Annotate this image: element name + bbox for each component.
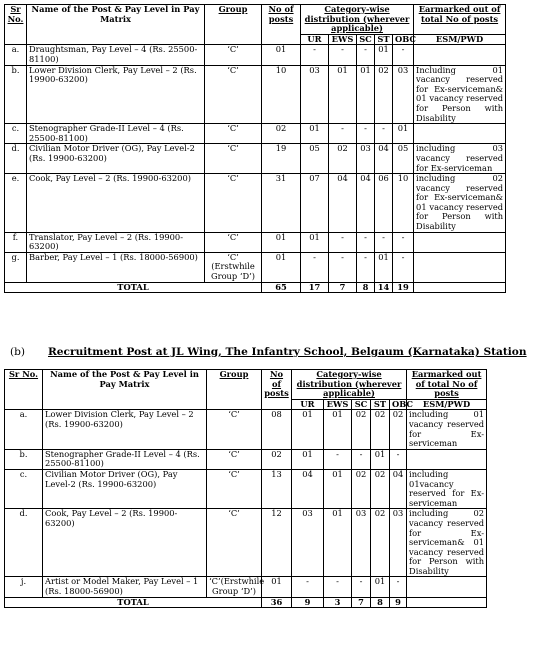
sr-cell: d. <box>5 144 27 174</box>
ews-cell: - <box>324 449 352 469</box>
group-cell: ‘C’ <box>205 124 262 144</box>
table-row <box>5 232 506 252</box>
header-esm-pwd: ESM/PWD <box>407 399 487 410</box>
group-cell: ‘C’ <box>207 469 262 508</box>
sc-cell: 02 <box>352 469 371 508</box>
table-row <box>5 144 506 174</box>
table-row <box>5 449 487 469</box>
esm-pwd-cell <box>407 449 487 469</box>
sr-cell: b. <box>5 449 43 469</box>
obc-cell: 10 <box>393 174 414 233</box>
sr-cell: e. <box>5 174 27 233</box>
sr-cell: b. <box>5 65 27 124</box>
total-posts: 36 <box>262 597 292 608</box>
esm-pwd-cell: Including 01 vacancy reserved for Ex-serviceman& 01 vacancy reserved for Person with Disability <box>414 65 506 124</box>
ews-cell: 02 <box>329 144 357 174</box>
group-cell: ‘C’ <box>205 144 262 174</box>
header-earmarked: Earmarked out of total No of posts <box>407 370 487 400</box>
group-cell: ‘C’ <box>207 410 262 449</box>
esm-pwd-cell: including 02 vacancy reserved for Ex-serviceman& 01 vacancy reserved for Person with Disability <box>414 174 506 233</box>
obc-cell: - <box>393 252 414 282</box>
header-post-name: Name of the Post & Pay Level in Pay Matrix <box>43 370 207 410</box>
sc-cell: - <box>357 232 375 252</box>
obc-cell: 03 <box>390 509 407 577</box>
sr-cell: c. <box>5 124 27 144</box>
total-ur: 9 <box>292 597 324 608</box>
total-row <box>5 282 506 293</box>
post-name-cell: Cook, Pay Level – 2 (Rs. 19900-63200) <box>43 509 207 577</box>
total-esm-pwd <box>407 597 487 608</box>
ews-cell: - <box>324 577 352 597</box>
obc-cell: - <box>393 45 414 65</box>
header-st: ST <box>371 399 390 410</box>
post-name-cell: Barber, Pay Level – 1 (Rs. 18000-56900) <box>27 252 205 282</box>
table-row <box>5 252 506 282</box>
esm-pwd-cell: including 01 vacancy reserved for Ex-serviceman <box>407 410 487 449</box>
ur-cell: 01 <box>301 124 329 144</box>
table-row <box>5 509 487 577</box>
total-ur: 17 <box>301 282 329 293</box>
st-cell: 01 <box>371 449 390 469</box>
header-group: Group <box>207 370 262 410</box>
table-row <box>5 65 506 124</box>
ews-cell: - <box>329 252 357 282</box>
ur-cell: 03 <box>292 509 324 577</box>
total-row <box>5 597 487 608</box>
st-cell: - <box>375 232 393 252</box>
group-cell: ‘C’ <box>205 232 262 252</box>
sc-cell: - <box>357 124 375 144</box>
header-no-of-posts: No of posts <box>262 370 292 410</box>
posts-cell: 31 <box>262 174 301 233</box>
esm-pwd-cell <box>414 232 506 252</box>
total-sc: 8 <box>357 282 375 293</box>
esm-pwd-cell: including 03 vacancy reserved for Ex-serviceman <box>414 144 506 174</box>
sr-cell: f. <box>5 232 27 252</box>
post-name-cell: Cook, Pay Level – 2 (Rs. 19900-63200) <box>27 174 205 233</box>
header-obc: OBC <box>390 399 407 410</box>
ur-cell: 04 <box>292 469 324 508</box>
ews-cell: - <box>329 124 357 144</box>
posts-cell: 12 <box>262 509 292 577</box>
ur-cell: 07 <box>301 174 329 233</box>
ews-cell: 01 <box>324 509 352 577</box>
total-st: 14 <box>375 282 393 293</box>
total-esm-pwd <box>414 282 506 293</box>
esm-pwd-cell <box>414 124 506 144</box>
obc-cell: - <box>390 577 407 597</box>
sr-cell: c. <box>5 469 43 508</box>
table-row <box>5 469 487 508</box>
sr-cell: a. <box>5 410 43 449</box>
esm-pwd-cell <box>407 577 487 597</box>
total-obc: 19 <box>393 282 414 293</box>
total-st: 8 <box>371 597 390 608</box>
table-row <box>5 174 506 233</box>
st-cell: 02 <box>375 65 393 124</box>
header-category-distribution: Category-wise distribution (wherever applicable) <box>301 5 414 35</box>
post-name-cell: Lower Division Clerk, Pay Level – 2 (Rs. 19900-63200) <box>27 65 205 124</box>
recruitment-table-1 <box>4 4 506 293</box>
sc-cell: 03 <box>357 144 375 174</box>
ews-cell: 04 <box>329 174 357 233</box>
post-name-cell: Artist or Model Maker, Pay Level – 1 (Rs. 18000-56900) <box>43 577 207 597</box>
ur-cell: 01 <box>301 232 329 252</box>
group-cell: ‘C’ <box>205 65 262 124</box>
header-category-distribution: Category-wise distribution (wherever applicable) <box>292 370 407 400</box>
sr-cell: a. <box>5 45 27 65</box>
ews-cell: 01 <box>324 410 352 449</box>
header-group: Group <box>205 5 262 45</box>
obc-cell: 05 <box>393 144 414 174</box>
total-ews: 3 <box>324 597 352 608</box>
obc-cell: 04 <box>390 469 407 508</box>
esm-pwd-cell: including 02 vacancy reserved for Ex-serviceman& 01 vacancy reserved for Person with Disability <box>407 509 487 577</box>
total-obc: 9 <box>390 597 407 608</box>
st-cell: 06 <box>375 174 393 233</box>
header-sr-no: Sr No. <box>5 5 27 45</box>
section-b-title: Recruitment Post at JL Wing, The Infantry School, Belgaum (Karnataka) Station <box>48 346 527 358</box>
group-cell: ‘C’ <box>207 449 262 469</box>
sc-cell: - <box>352 449 371 469</box>
sc-cell: 04 <box>357 174 375 233</box>
ur-cell: 01 <box>292 410 324 449</box>
st-cell: 02 <box>371 410 390 449</box>
sr-cell: j. <box>5 577 43 597</box>
posts-cell: 01 <box>262 45 301 65</box>
esm-pwd-cell: including 01vacancy reserved for Ex-serviceman <box>407 469 487 508</box>
post-name-cell: Civilian Motor Driver (OG), Pay Level-2 (Rs. 19900-63200) <box>27 144 205 174</box>
obc-cell: 02 <box>390 410 407 449</box>
obc-cell: 01 <box>393 124 414 144</box>
st-cell: 02 <box>371 509 390 577</box>
ews-cell: - <box>329 45 357 65</box>
section-b-caption <box>10 346 527 359</box>
post-name-cell: Translator, Pay Level – 2 (Rs. 19900-63200) <box>27 232 205 252</box>
sc-cell: - <box>357 45 375 65</box>
post-name-cell: Stenographer Grade-II Level – 4 (Rs. 25500-81100) <box>27 124 205 144</box>
total-ews: 7 <box>329 282 357 293</box>
header-ur: UR <box>292 399 324 410</box>
total-label: TOTAL <box>5 282 262 293</box>
total-label: TOTAL <box>5 597 262 608</box>
group-cell: ‘C’ (Erstwhile Group ‘D’) <box>205 252 262 282</box>
st-cell: 04 <box>375 144 393 174</box>
ur-cell: - <box>292 577 324 597</box>
total-sc: 7 <box>352 597 371 608</box>
sc-cell: - <box>352 577 371 597</box>
ur-cell: 01 <box>292 449 324 469</box>
posts-cell: 01 <box>262 232 301 252</box>
posts-cell: 02 <box>262 124 301 144</box>
sc-cell: 01 <box>357 65 375 124</box>
st-cell: 01 <box>375 45 393 65</box>
post-name-cell: Lower Division Clerk, Pay Level – 2 (Rs. 19900-63200) <box>43 410 207 449</box>
sr-cell: d. <box>5 509 43 577</box>
table-row <box>5 124 506 144</box>
header-obc: OBC <box>393 34 414 45</box>
post-name-cell: Civilian Motor Driver (OG), Pay Level-2 (Rs. 19900-63200) <box>43 469 207 508</box>
ur-cell: - <box>301 252 329 282</box>
header-post-name: Name of the Post & Pay Level in Pay Matrix <box>27 5 205 45</box>
ews-cell: - <box>329 232 357 252</box>
post-name-cell: Draughtsman, Pay Level – 4 (Rs. 25500-81100) <box>27 45 205 65</box>
header-ews: EWS <box>324 399 352 410</box>
group-cell: ‘C’ <box>205 174 262 233</box>
esm-pwd-cell <box>414 252 506 282</box>
table-row <box>5 577 487 597</box>
ews-cell: 01 <box>329 65 357 124</box>
st-cell: 02 <box>371 469 390 508</box>
recruitment-table-2 <box>4 369 487 608</box>
obc-cell: - <box>390 449 407 469</box>
posts-cell: 19 <box>262 144 301 174</box>
group-cell: ‘C’(Erstwhile Group ‘D’) <box>207 577 262 597</box>
ur-cell: 03 <box>301 65 329 124</box>
sr-cell: g. <box>5 252 27 282</box>
total-posts: 65 <box>262 282 301 293</box>
table-row <box>5 45 506 65</box>
sc-cell: 02 <box>352 410 371 449</box>
header-ur: UR <box>301 34 329 45</box>
header-no-of-posts: No of posts <box>262 5 301 45</box>
header-sr-no: Sr No. <box>5 370 43 410</box>
posts-cell: 08 <box>262 410 292 449</box>
posts-cell: 13 <box>262 469 292 508</box>
ur-cell: 05 <box>301 144 329 174</box>
group-cell: ‘C’ <box>205 45 262 65</box>
sc-cell: 03 <box>352 509 371 577</box>
obc-cell: - <box>393 232 414 252</box>
esm-pwd-cell <box>414 45 506 65</box>
st-cell: 01 <box>375 252 393 282</box>
posts-cell: 10 <box>262 65 301 124</box>
posts-cell: 02 <box>262 449 292 469</box>
group-cell: ‘C’ <box>207 509 262 577</box>
st-cell: 01 <box>371 577 390 597</box>
posts-cell: 01 <box>262 577 292 597</box>
table-row <box>5 410 487 449</box>
obc-cell: 03 <box>393 65 414 124</box>
sc-cell: - <box>357 252 375 282</box>
header-sc: SC <box>357 34 375 45</box>
st-cell: - <box>375 124 393 144</box>
header-st: ST <box>375 34 393 45</box>
header-ews: EWS <box>329 34 357 45</box>
section-b-label: (b) <box>10 346 26 358</box>
post-name-cell: Stenographer Grade-II Level – 4 (Rs. 25500-81100) <box>43 449 207 469</box>
ews-cell: 01 <box>324 469 352 508</box>
header-earmarked: Earmarked out of total No of posts <box>414 5 506 35</box>
ur-cell: - <box>301 45 329 65</box>
posts-cell: 01 <box>262 252 301 282</box>
header-esm-pwd: ESM/PWD <box>414 34 506 45</box>
header-sc: SC <box>352 399 371 410</box>
